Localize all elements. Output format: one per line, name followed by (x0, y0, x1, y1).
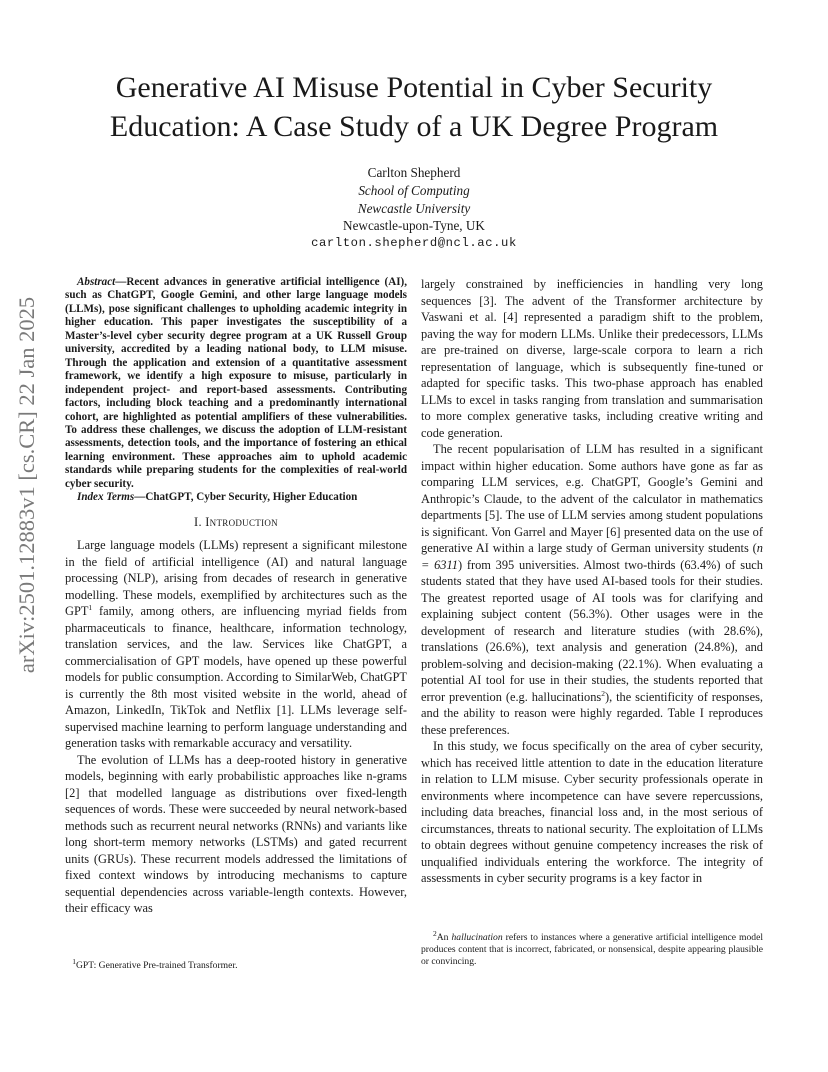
sample-size: n = 6311 (421, 541, 763, 572)
footnote-2-text: refers to instances where a generative artificial intelligence model produces content that is incorrect, fabricated, or nonsensical, despite appearing plausible or convincing. (421, 932, 763, 967)
footnote-1-text: GPT: Generative Pre-trained Transformer. (75, 960, 238, 971)
section-number: I. (194, 514, 202, 529)
footnote-2-term: hallucination (451, 932, 503, 943)
left-column (65, 276, 407, 917)
footnote-ref-2[interactable]: 2 (601, 688, 605, 698)
footnote-2-pre: An (436, 932, 452, 943)
arxiv-identifier-stamp: arXiv:2501.12883v1 [cs.CR] 22 Jan 2025 (14, 296, 39, 674)
right-paragraph-1: largely constrained by inefficiencies in handling very long sequences [3]. The advent of the Transformer architecture by Vaswani et al. [4] represented a paradigm shift to the problem, paving the way for modern LLMs. Unlike their predecessors, LLMs are pre-trained on diverse, large-scale corpora to learn a rich representation of language, which is subsequently fine-tuned or adapted for specific tasks. This two-phase approach has enabled LLMs to excel in tasks ranging from translation and summarisation to more complex generative tasks, including creative writing and code generation. (421, 277, 763, 440)
abstract-text: —Recent advances in generative artificial intelligence (AI), such as ChatGPT, Google Gemini, and other large language models (LLMs), pose significant challenges to upholding academic integrity in higher education. This paper investigates the susceptibility of a Master’s-level cyber security degree program at a UK Russell Group university, accredited by a leading national body, to LLM misuse. Through the application and extension of a quantitative assessment framework, we identify a high exposure to misuse, particularly in independent project- and report-based assessments. Contributing factors, including block teaching and a predominantly international cohort, are highlighted as potential amplifiers of these vulnerabilities. To address these challenges, we discuss the adoption of LLM-resistant assessments, detection tools, and the importance of fostering an ethical learning environment. These approaches aim to uphold academic standards while preparing students for the complexities of real-world cyber security. (65, 276, 407, 490)
right-p2-text-c: ), the scientificity of responses, and the ability to reason were highly regarded. Table I reproduces these preferences. (421, 689, 763, 737)
index-terms (65, 491, 407, 504)
abstract (65, 276, 407, 491)
author-university: Newcastle University (357, 200, 471, 216)
right-p2-text-a: The recent popularisation of LLM has resulted in a significant impact within higher education. Some authors have gone as far as comparing LLM services, e.g. ChatGPT, Google’s Gemini and Anthropic’s Claude, to the advent of the calculator in mathematics departments [5]. The use of LLM servies among student populations is significant. Von Garrel and Mayer [6] presented data on the use of generative AI within a large study of German university students ( (421, 442, 763, 555)
author-block (214, 164, 614, 253)
footnote-2 (421, 928, 763, 968)
footnote-2-mark: 2 (433, 928, 437, 938)
footnote-ref-1[interactable]: 1 (88, 603, 93, 613)
intro-p1-text-a: Large language models (LLMs) represent a significant milestone in the field of artificial intelligence (AI) and natural language processing (NLP), arising from decades of research in generative modelling. These models, exemplified by architectures such as the GPT (65, 538, 407, 619)
right-column (421, 276, 763, 887)
section-title: Introduction (205, 514, 278, 529)
author-department: School of Computing (358, 182, 470, 198)
footnote-1-mark: 1 (72, 956, 76, 966)
right-paragraph-3: In this study, we focus specifically on the area of cyber security, which has received little attention to date in the education literature in relation to LLM misuse. Cyber security professionals operate in environments where incompetence can have severe repercussions, including data breaches, financial loss and, in the most serious of circumstances, threats to national security. The exploitation of LLMs to obtain degrees without genuine competency increases the risk of unqualified individuals entering the workforce. The integrity of assessments in cyber security programs is a key factor in (421, 739, 763, 885)
right-p2-text-b: ) from 395 universities. Almost two-thirds (63.4%) of such students stated that they have used AI-based tools for their studies. The greatest reported usage of AI tools was for clarifying and explaining subject content (56.3%). Other usages were in the development of research and literature studies (with 28.6%), translations (26.6%), text analysis and generation (24.8%), and problem-solving and decision-making (22.1%). When evaluating a potential AI tool for use in their studies, the students reported that error prevention (e.g. hallucinations (421, 557, 763, 704)
author-name: Carlton Shepherd (367, 165, 461, 180)
section-heading (65, 514, 407, 531)
footnote-1 (65, 956, 407, 972)
abstract-lead: Abstract (77, 276, 116, 288)
author-location: Newcastle-upon-Tyne, UK (343, 218, 485, 234)
intro-paragraph-2: The evolution of LLMs has a deep-rooted history in generative models, beginning with early probabilistic approaches like n-grams [2] that modelled language as distributions over fixed-length sequences of words. These were succeeded by neural network-based methods such as recurrent neural networks (RNNs) and variants like long short-term memory networks (LSTMs) and gated recurrent units (GRUs). These recurrent models addressed the limitations of fixed context windows by introducing mechanisms to capture sequential dependencies across variable-length contexts. However, their efficacy was (65, 752, 407, 916)
right-paragraph-2 (421, 441, 763, 738)
index-terms-text: —ChatGPT, Cyber Security, Higher Education (134, 491, 358, 504)
intro-paragraph-1 (65, 537, 407, 752)
intro-p1-text-b: family, among others, are influencing myriad fields from pharmaceuticals to finance, healthcare, information technology, translation services, and the law. Services like ChatGPT, a commercialisation of GPT models, have opened up these powerful models for public consumption. According to SimilarWeb, ChatGPT is currently the 8th most visited website in the world, ahead of Amazon, LinkedIn, TikTok and Netflix [1]. LLMs leverage self-supervised machine learning to perform language understanding and generation tasks with remarkable accuracy and versatility. (65, 604, 407, 751)
paper-title: Generative AI Misuse Potential in Cyber Security Education: A Case Study of a UK Degree Program (109, 71, 719, 143)
index-terms-lead: Index Terms (77, 491, 135, 504)
author-email[interactable]: carlton.shepherd@ncl.ac.uk (311, 236, 517, 251)
